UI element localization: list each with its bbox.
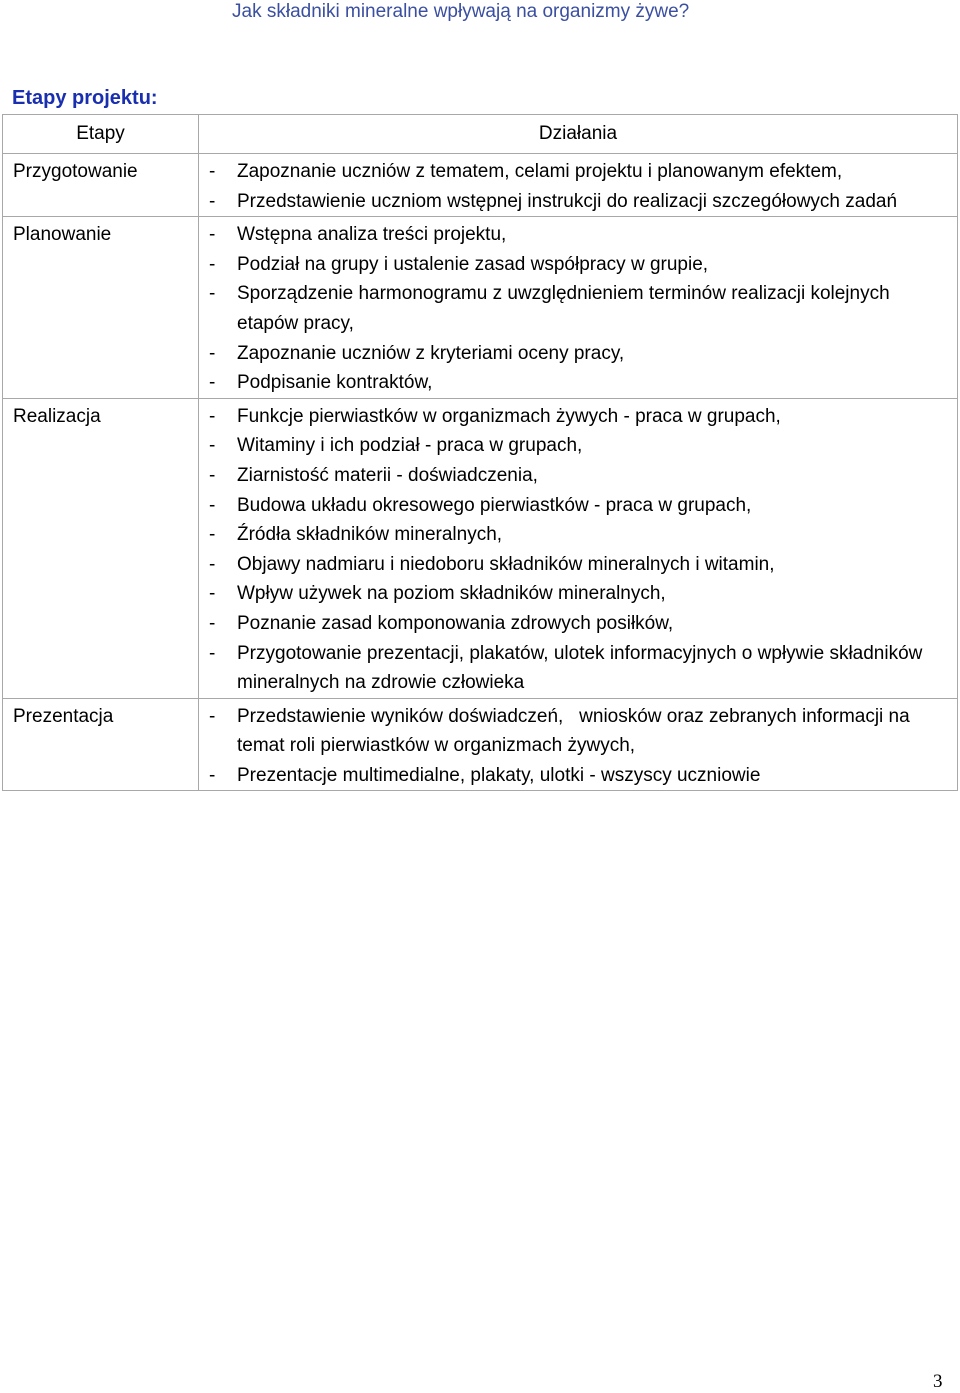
action-text: Ziarnistość materii - doświadczenia, [237, 464, 538, 486]
stage-name: Prezentacja [3, 698, 199, 791]
action-text: Sporządzenie harmonogramu z uwzględnieniem terminów realizacji kolejnych etapów pracy, [237, 283, 890, 334]
list-item: - Objawy nadmiaru i niedoboru składników mineralnych i witamin, [209, 553, 775, 575]
list-item: - Ziarnistość materii - doświadczenia, [209, 464, 538, 486]
list-item: - Źródła składników mineralnych, [209, 524, 503, 546]
table-header-row [3, 115, 958, 154]
table-row [3, 398, 958, 698]
list-item: - Przedstawienie wyników doświadczeń, wniosków oraz zebranych informacji na temat roli pierwiastków w organizmach żywych, [209, 705, 915, 757]
action-text: Podział na grupy i ustalenie zasad współpracy w grupie, [237, 253, 709, 275]
column-header-stage: Etapy [3, 115, 199, 154]
stage-actions [199, 698, 958, 791]
list-item: - Sporządzenie harmonogramu z uwzględnieniem terminów realizacji kolejnych etapów pracy, [209, 283, 890, 334]
action-text: Wstępna analiza treści projektu, [237, 224, 507, 246]
table-row [3, 154, 958, 217]
action-text: Przedstawienie wyników doświadczeń, wniosków oraz zebranych informacji na temat roli pierwiastków w organizmach żywych, [237, 705, 915, 757]
table-row [3, 217, 958, 399]
list-item: - Wpływ używek na poziom składników mineralnych, [209, 583, 666, 605]
action-text: Poznanie zasad komponowania zdrowych posiłków, [237, 612, 674, 634]
action-text: Witaminy i ich podział - praca w grupach, [237, 435, 583, 457]
list-item: - Budowa układu okresowego pierwiastków - praca w grupach, [209, 494, 752, 516]
action-text: Wpływ używek na poziom składników mineralnych, [237, 583, 666, 605]
project-stages-table [2, 114, 958, 791]
action-text: Zapoznanie uczniów z tematem, celami projektu i planowanym efektem, [237, 161, 843, 182]
action-text: Prezentacje multimedialne, plakaty, ulotki - wszyscy uczniowie [237, 764, 761, 786]
list-item: - Wstępna analiza treści projektu, [209, 224, 507, 246]
stage-actions [199, 398, 958, 698]
action-text: Zapoznanie uczniów z kryteriami oceny pracy, [237, 342, 625, 364]
action-text: Funkcje pierwiastków w organizmach żywych - praca w grupach, [237, 405, 781, 427]
stage-name: Przygotowanie [3, 154, 199, 217]
list-item: - Funkcje pierwiastków w organizmach żywych - praca w grupach, [209, 405, 781, 427]
list-item: - Przygotowanie prezentacji, plakatów, ulotek informacyjnych o wpływie składników mineralnych na zdrowie człowieka [209, 642, 923, 694]
list-item: - Zapoznanie uczniów z tematem, celami projektu i planowanym efektem, [209, 161, 843, 182]
stage-name: Planowanie [3, 217, 199, 399]
list-item: - Podział na grupy i ustalenie zasad współpracy w grupie, [209, 253, 709, 275]
list-item: - Witaminy i ich podział - praca w grupach, [209, 435, 583, 457]
stage-name: Realizacja [3, 398, 199, 698]
document-header-title: Jak składniki mineralne wpływają na organizmy żywe? [232, 1, 690, 22]
action-text: Przedstawienie uczniom wstępnej instrukcji do realizacji szczegółowych zadań [237, 190, 898, 212]
stage-actions [199, 217, 958, 399]
page-number: 3 [933, 1371, 943, 1392]
table-row [3, 698, 958, 791]
list-item: - Zapoznanie uczniów z kryteriami oceny pracy, [209, 342, 625, 364]
action-text: Źródła składników mineralnych, [237, 524, 503, 546]
list-item: - Poznanie zasad komponowania zdrowych posiłków, [209, 612, 674, 634]
action-text: Przygotowanie prezentacji, plakatów, ulotek informacyjnych o wpływie składników mineralnych na zdrowie człowieka [237, 642, 923, 694]
action-text: Objawy nadmiaru i niedoboru składników mineralnych i witamin, [237, 553, 775, 575]
action-text: Budowa układu okresowego pierwiastków - praca w grupach, [237, 494, 752, 516]
section-heading: Etapy projektu: [12, 87, 158, 109]
list-item: - Prezentacje multimedialne, plakaty, ulotki - wszyscy uczniowie [209, 764, 761, 786]
stage-actions [199, 154, 958, 217]
list-item: - Przedstawienie uczniom wstępnej instrukcji do realizacji szczegółowych zadań [209, 190, 898, 212]
list-item: - Podpisanie kontraktów, [209, 372, 433, 394]
action-text: Podpisanie kontraktów, [237, 372, 433, 394]
column-header-actions: Działania [199, 115, 958, 154]
